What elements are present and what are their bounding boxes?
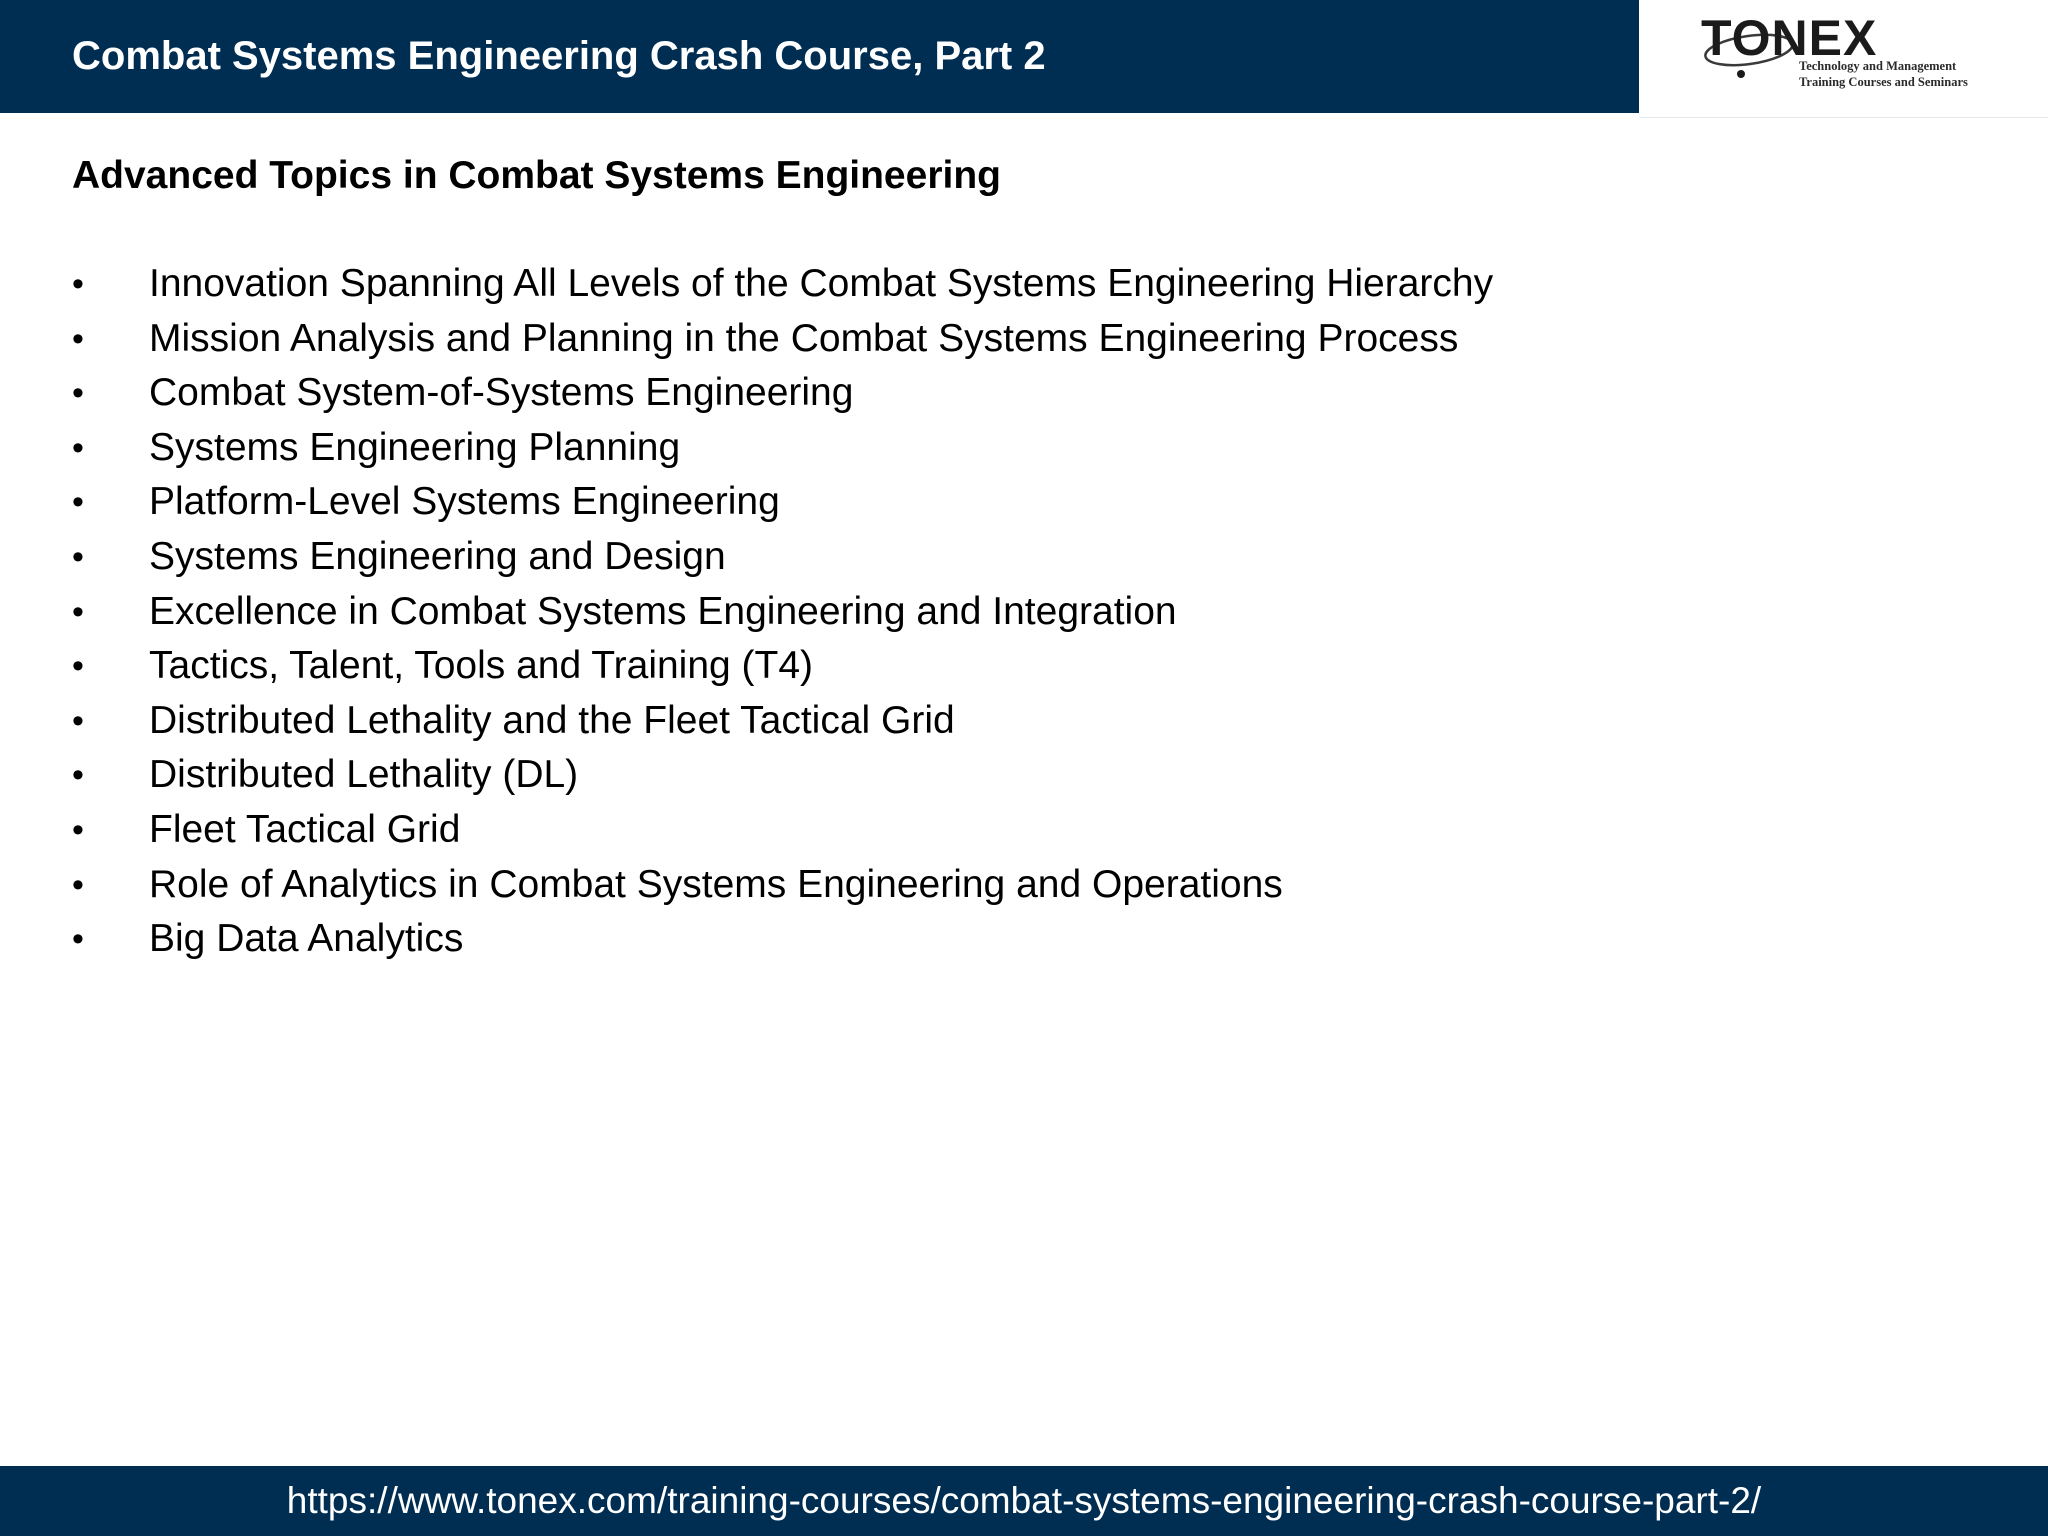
logo-tagline xyxy=(1799,58,1968,90)
course-url-link[interactable]: https://www.tonex.com/training-courses/combat-systems-engineering-crash-course-part-2/ xyxy=(286,1480,1762,1521)
bullet-icon: • xyxy=(72,483,84,522)
bullet-icon: • xyxy=(72,647,84,686)
footer-bar xyxy=(0,1466,2048,1536)
bullet-icon: • xyxy=(72,265,84,303)
bullet-icon: • xyxy=(72,374,84,413)
topic-text: Platform-Level Systems Engineering xyxy=(149,480,780,524)
header-bar xyxy=(0,0,1639,113)
topic-text: Mission Analysis and Planning in the Combat Systems Engineering Process xyxy=(149,316,1459,360)
logo-tagline-line1: Technology and Management xyxy=(1799,59,1957,73)
bullet-icon: • xyxy=(72,592,84,631)
topic-text: Distributed Lethality (DL) xyxy=(149,753,579,797)
bullet-icon: • xyxy=(72,920,84,959)
logo-wordmark: TONEX xyxy=(1701,10,1878,66)
section-heading: Advanced Topics in Combat Systems Engineering xyxy=(72,154,1001,197)
topic-text: Innovation Spanning All Levels of the Combat Systems Engineering Hierarchy xyxy=(149,262,1494,305)
bullet-icon: • xyxy=(72,319,84,358)
topic-text: Systems Engineering and Design xyxy=(149,534,726,578)
bullet-icon: • xyxy=(72,701,84,740)
tonex-logo xyxy=(1639,0,2048,118)
page-title: Combat Systems Engineering Crash Course, Part 2 xyxy=(72,34,1046,78)
topic-text: Distributed Lethality and the Fleet Tactical Grid xyxy=(149,698,955,742)
topic-text: Role of Analytics in Combat Systems Engineering and Operations xyxy=(149,862,1283,906)
bullet-icon: • xyxy=(72,865,84,904)
bullet-icon: • xyxy=(72,756,84,795)
topic-text: Fleet Tactical Grid xyxy=(149,807,461,851)
topic-text: Systems Engineering Planning xyxy=(149,425,681,469)
logo-tagline-line2: Training Courses and Seminars xyxy=(1799,75,1968,89)
bullet-icon: • xyxy=(72,537,84,576)
topic-text: Tactics, Talent, Tools and Training (T4) xyxy=(149,644,814,688)
bullet-icon: • xyxy=(72,428,84,467)
topic-text: Combat System-of-Systems Engineering xyxy=(149,371,854,415)
topic-text: Excellence in Combat Systems Engineering and Integration xyxy=(149,589,1177,633)
topic-text: Big Data Analytics xyxy=(149,917,464,961)
bullet-icon: • xyxy=(72,810,84,849)
